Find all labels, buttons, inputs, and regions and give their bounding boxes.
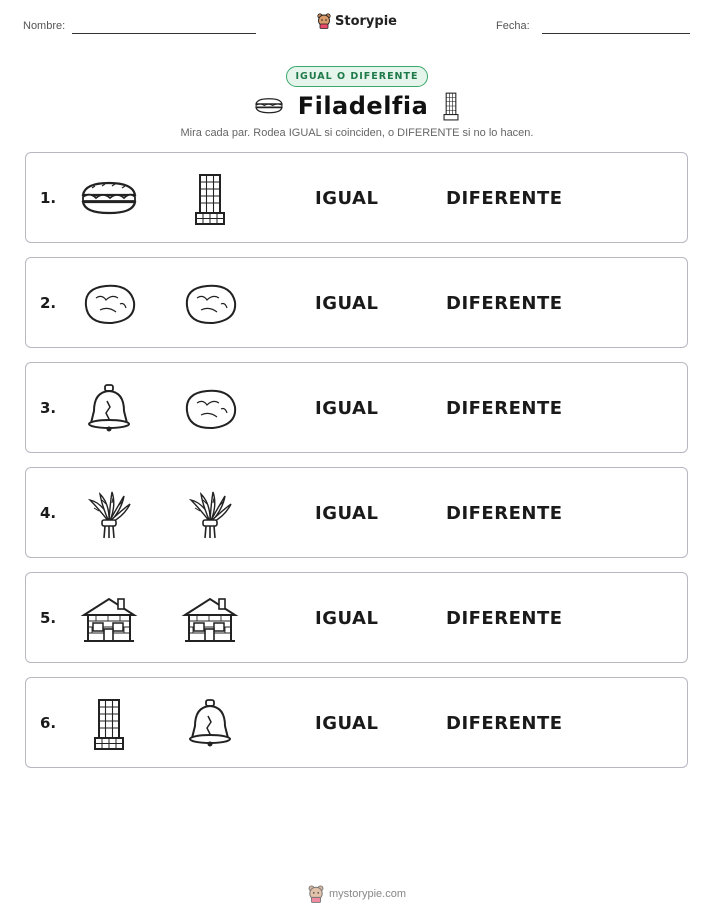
soft-pretzel-roll-icon — [181, 383, 239, 435]
option-diferente[interactable]: DIFERENTE — [446, 188, 563, 209]
option-igual[interactable]: IGUAL — [315, 188, 379, 209]
date-field-line[interactable] — [542, 33, 690, 34]
row-number: 2. — [40, 294, 57, 312]
brand-logo — [0, 13, 714, 29]
hoagie-sandwich-icon — [80, 173, 138, 225]
exercise-row — [25, 362, 688, 453]
feather-headdress-icon — [181, 488, 239, 540]
option-diferente[interactable]: DIFERENTE — [446, 293, 563, 314]
row-number: 5. — [40, 609, 57, 627]
bear-mascot-icon — [317, 13, 331, 29]
option-diferente[interactable]: DIFERENTE — [446, 713, 563, 734]
row-number: 1. — [40, 189, 57, 207]
row-number: 3. — [40, 399, 57, 417]
row-number: 6. — [40, 714, 57, 732]
exercise-row — [25, 257, 688, 348]
date-label: Fecha: — [496, 20, 530, 32]
page-title: Filadelfia — [297, 92, 429, 120]
option-igual[interactable]: IGUAL — [315, 293, 379, 314]
instructions: Mira cada par. Rodea IGUAL si coinciden, o DIFERENTE si no lo hacen. — [180, 127, 534, 139]
bear-mascot-icon — [308, 885, 324, 903]
exercise-row — [25, 467, 688, 558]
title-row — [0, 91, 714, 121]
soft-pretzel-roll-icon — [181, 278, 239, 330]
liberty-bell-icon — [181, 698, 239, 750]
feather-headdress-icon — [80, 488, 138, 540]
footer-url: mystorypie.com — [328, 888, 407, 900]
brand-name: Storypie — [335, 13, 397, 29]
option-igual[interactable]: IGUAL — [315, 503, 379, 524]
brick-house-icon — [80, 593, 138, 645]
option-igual[interactable]: IGUAL — [315, 398, 379, 419]
hoagie-sandwich-icon — [254, 96, 284, 116]
liberty-bell-icon — [80, 383, 138, 435]
skyscraper-icon — [80, 698, 138, 750]
exercise-row — [25, 677, 688, 768]
footer — [0, 885, 714, 903]
option-diferente[interactable]: DIFERENTE — [446, 398, 563, 419]
soft-pretzel-roll-icon — [80, 278, 138, 330]
brick-house-icon — [181, 593, 239, 645]
option-igual[interactable]: IGUAL — [315, 608, 379, 629]
option-diferente[interactable]: DIFERENTE — [446, 503, 563, 524]
exercise-row — [25, 152, 688, 243]
name-field-line[interactable] — [72, 33, 256, 34]
option-igual[interactable]: IGUAL — [315, 713, 379, 734]
row-number: 4. — [40, 504, 57, 522]
skyscraper-icon — [181, 173, 239, 225]
name-label: Nombre: — [23, 20, 66, 32]
option-diferente[interactable]: DIFERENTE — [446, 608, 563, 629]
exercise-row — [25, 572, 688, 663]
skyscraper-icon — [442, 91, 460, 121]
worksheet-type-badge: IGUAL O DIFERENTE — [286, 66, 429, 87]
